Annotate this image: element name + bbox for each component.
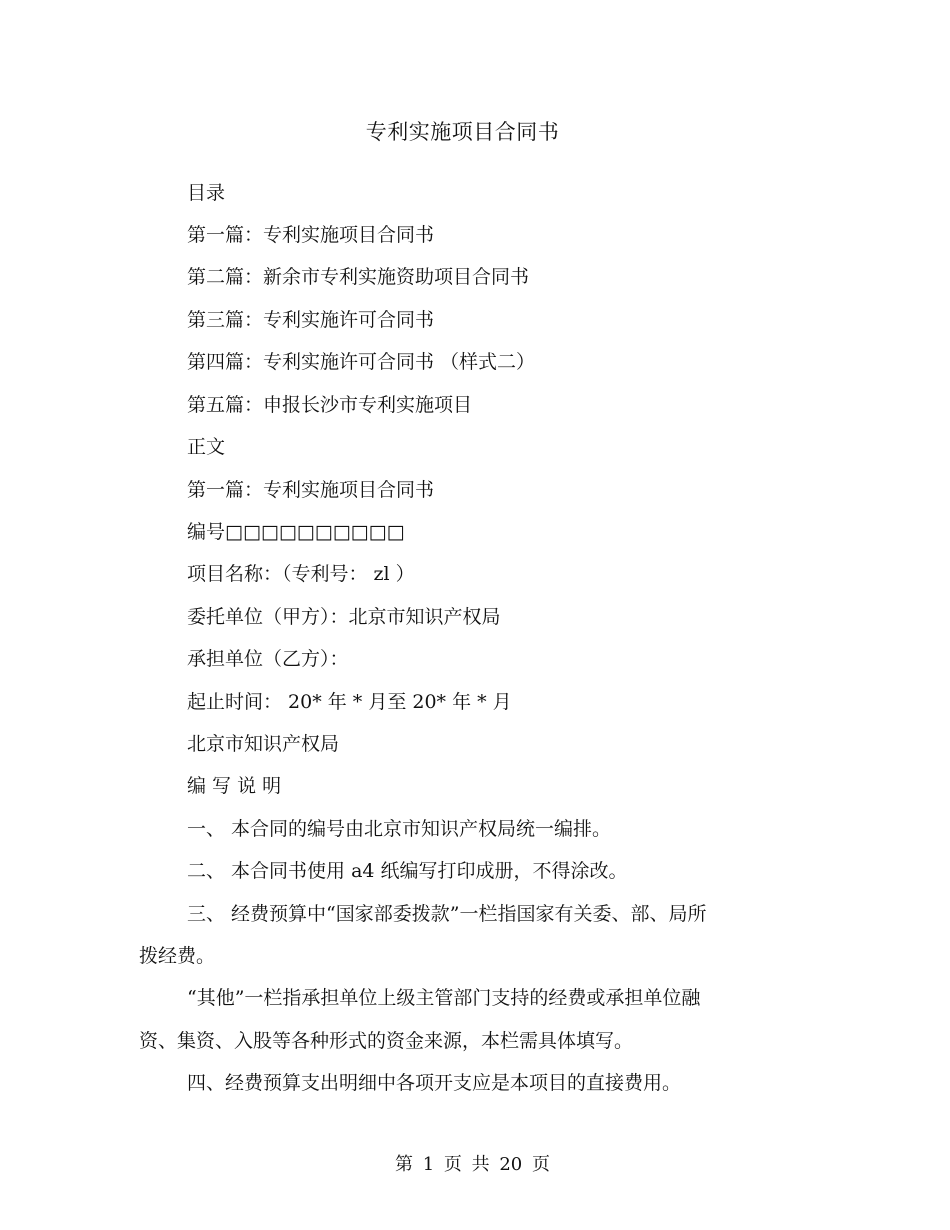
client-unit: 委托单位（甲方）：北京市知识产权局 [187,606,501,628]
undertaking-unit: 承担单位（乙方）： [187,648,349,670]
page-number: 第 1 页 共 20 页 [395,1154,550,1175]
other-paragraph: “其他”一栏指承担单位上级主管部门支持的经费或承担单位融 [187,987,701,1009]
instruction-item-3-cont: 拨经费。 [139,945,216,967]
part1-title: 第一篇：专利实施项目合同书 [187,479,435,501]
document-title: 专利实施项目合同书 [365,120,560,144]
instructions-heading: 编 写 说 明 [187,775,282,797]
instruction-item-4: 四、经费预算支出明细中各项开支应是本项目的直接费用。 [187,1072,682,1094]
toc-item-4: 第四篇：专利实施许可合同书 （样式二） [187,351,536,373]
contract-number: 编号□□□□□□□□□□ [187,521,405,543]
instruction-item-3: 三、 经费预算中“国家部委拨款”一栏指国家有关委、部、局所 [187,903,707,925]
instruction-item-1: 一、 本合同的编号由北京市知识产权局统一编排。 [187,818,612,840]
toc-item-5: 第五篇：申报长沙市专利实施项目 [187,394,473,416]
body-heading: 正文 [187,436,226,458]
issuer: 北京市知识产权局 [187,733,340,755]
toc-item-3: 第三篇：专利实施许可合同书 [187,309,435,331]
other-paragraph-cont: 资、集资、入股等各种形式的资金来源，本栏需具体填写。 [139,1030,634,1052]
instruction-item-2: 二、 本合同书使用 a4 纸编写打印成册，不得涂改。 [187,860,628,882]
period: 起止时间： 20* 年 * 月至 20* 年 * 月 [187,691,512,713]
toc-item-1: 第一篇：专利实施项目合同书 [187,224,435,246]
toc-item-2: 第二篇：新余市专利实施资助项目合同书 [187,266,530,288]
project-name: 项目名称：（专利号： zl ） [187,563,415,585]
toc-heading: 目录 [187,182,226,204]
